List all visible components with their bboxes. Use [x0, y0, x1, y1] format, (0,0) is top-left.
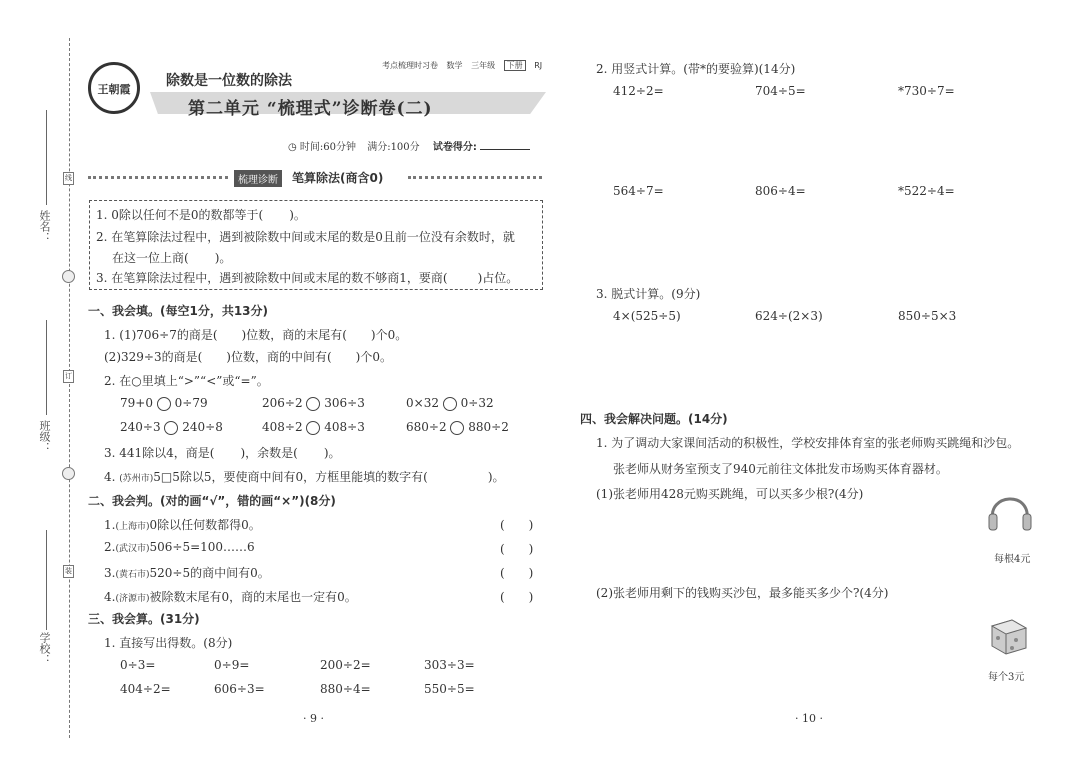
oral-calc-title: 1. 直接写出得数。(8分): [104, 636, 233, 650]
dotted-rule: [408, 176, 542, 179]
compare-left: 680÷2: [406, 420, 447, 434]
q1-part2: [104, 348, 392, 365]
oral-item: 550÷5=: [424, 682, 475, 696]
binding-fold-line: [69, 38, 70, 738]
judge-item: [104, 516, 261, 533]
compare-left: 0×32: [406, 396, 439, 410]
judge-text: 506÷5=100……6: [149, 540, 255, 554]
question-text: )，余数是(: [240, 446, 298, 460]
vertical-item: 704÷5=: [755, 84, 806, 98]
page-number-right: · 10 ·: [795, 712, 823, 725]
question-text: 5□5除以5，要使商中间有0，方框里能填的数字有(: [153, 470, 428, 484]
compare-circle[interactable]: [157, 397, 171, 411]
item-num: 1.: [104, 518, 116, 532]
judge-item: [104, 540, 255, 554]
item-num: 4.: [104, 590, 116, 604]
name-label: 姓名：: [38, 210, 51, 243]
judge-item: [104, 588, 357, 605]
judge-answer[interactable]: ( ): [500, 566, 534, 580]
margin-tab: 线: [63, 172, 74, 185]
review-item-end: )占位。: [477, 271, 519, 285]
judge-answer[interactable]: ( ): [500, 518, 534, 532]
compare-circle[interactable]: [306, 397, 320, 411]
clock-icon: ◷: [288, 142, 297, 153]
review-item-end: )。: [214, 251, 232, 265]
judge-text: 被除数末尾有0，商的末尾也一定有0。: [149, 590, 357, 604]
vertical-item: 564÷7=: [613, 184, 664, 198]
city-tag: (苏州市): [119, 474, 154, 484]
name-underline: [46, 110, 47, 205]
city-tag: (黄石市): [115, 570, 150, 580]
section-1-title: 一、我会填。(每空1分，共13分): [88, 304, 269, 318]
margin-tab: 订: [63, 370, 74, 383]
question-text: )位数，商的末尾有(: [241, 328, 347, 342]
problem-text: 张老师从财务室预支了940元前往文体批发市场购买体育器材。: [613, 462, 948, 476]
stepwise-item: 850÷5×3: [898, 309, 957, 323]
compare-circle[interactable]: [306, 421, 320, 435]
compare-circle[interactable]: [164, 421, 178, 435]
oral-item: 0÷9=: [214, 658, 250, 672]
score-label: 试卷得分:: [432, 142, 477, 153]
item-num: 2.: [104, 540, 116, 554]
city-tag: (上海市): [115, 522, 150, 532]
city-tag: (济源市): [115, 594, 150, 604]
class-label: 班级：: [38, 420, 51, 453]
question-text: )个0。: [355, 350, 392, 364]
q2-text: 2. 在○里填上“>”“<”或“=”。: [104, 374, 269, 388]
exam-full-score: 满分:100分: [367, 142, 420, 153]
question-text: 1. (1)706÷7的商是(: [104, 328, 218, 342]
review-item-end: )。: [289, 208, 306, 222]
vertical-item: *730÷7=: [898, 84, 955, 98]
compare-circle[interactable]: [450, 421, 464, 435]
stepwise-calc-title: 3. 脱式计算。(9分): [596, 287, 701, 301]
problem-text: 1. 为了调动大家课间活动的积极性，学校安排体育室的张老师购买跳绳和沙包。: [596, 436, 1020, 450]
exam-meta: [288, 138, 530, 153]
exam-time: 时间:60分钟: [299, 142, 357, 153]
compare-item: [262, 420, 365, 435]
review-item: [96, 269, 518, 286]
q4: 4. (苏州市)5□5除以5，要使商中间有0，方框里能填的数字有( )。: [104, 470, 505, 484]
q3: [104, 444, 341, 461]
score-field[interactable]: [480, 149, 530, 150]
class-underline: [46, 320, 47, 415]
margin-tab: 装: [63, 565, 74, 578]
stepwise-item: 4×(525÷5): [613, 309, 681, 323]
compare-item: [120, 396, 208, 411]
sub-question-1: (1)张老师用428元购买跳绳，可以买多少根?(4分): [596, 487, 864, 501]
logo-text: 王朝霞: [97, 83, 131, 96]
series-name: 考点梳理时习卷: [382, 61, 438, 70]
vertical-item: 412÷2=: [613, 84, 664, 98]
vertical-item: *522÷4=: [898, 184, 955, 198]
judge-text: 0除以任何数都得0。: [149, 518, 261, 532]
review-tag: 梳理诊断: [234, 170, 282, 187]
review-item-text: 2. 在笔算除法过程中，遇到被除数中间或末尾的数是0且前一位没有余数时，就: [96, 230, 515, 244]
question-text: )。: [487, 470, 505, 484]
question-text: )位数，商的中间有(: [226, 350, 332, 364]
vertical-calc-title: 2. 用竖式计算。(带*的要验算)(14分): [596, 62, 796, 76]
compare-item: [406, 420, 509, 435]
grade: 三年级: [471, 61, 496, 70]
series-info: [382, 60, 542, 71]
binding-hole: [62, 270, 75, 283]
section-4-title: 四、我会解决问题。(14分): [580, 412, 728, 426]
question-text: (2)329÷3的商是(: [104, 350, 203, 364]
oral-item: 200÷2=: [320, 658, 371, 672]
oral-item: 303÷3=: [424, 658, 475, 672]
judge-text: 520÷5的商中间有0。: [149, 566, 270, 580]
judge-answer[interactable]: ( ): [500, 590, 534, 604]
compare-left: 240÷3: [120, 420, 161, 434]
review-item: [96, 206, 306, 223]
compare-right: 0÷79: [174, 396, 208, 410]
section-3-title: 三、我会算。(31分): [88, 612, 200, 626]
vertical-item: 806÷4=: [755, 184, 806, 198]
compare-right: 0÷32: [460, 396, 494, 410]
rope-price: 每根4元: [994, 554, 1031, 565]
dotted-rule: [88, 176, 228, 179]
unit-topic: 除数是一位数的除法: [166, 73, 292, 89]
compare-left: 206÷2: [262, 396, 303, 410]
page-number-left: · 9 ·: [303, 712, 324, 725]
sandbag-icon: [986, 614, 1030, 656]
section-2-title: 二、我会判。(对的画“√”，错的画“×”)(8分): [88, 494, 336, 508]
question-text: 3. 441除以4，商是(: [104, 446, 215, 460]
sandbag-price: 每个3元: [988, 672, 1025, 683]
review-item: [112, 249, 231, 266]
compare-right: 306÷3: [324, 396, 365, 410]
compare-item: [406, 396, 494, 411]
compare-right: 240÷8: [182, 420, 223, 434]
oral-item: 404÷2=: [120, 682, 171, 696]
compare-item: [262, 396, 365, 411]
sub-question-2: (2)张老师用剩下的钱购买沙包，最多能买多少个?(4分): [596, 586, 889, 600]
stepwise-item: 624÷(2×3): [755, 309, 823, 323]
oral-item: 0÷3=: [120, 658, 156, 672]
subject: 数学: [446, 61, 463, 70]
judge-item: [104, 564, 270, 581]
review-title-row: [88, 170, 542, 184]
compare-left: 79+0: [120, 396, 153, 410]
school-label: 学校：: [38, 632, 51, 665]
school-underline: [46, 530, 47, 630]
page-title: 第二单元 “梳理式”诊断卷(二): [188, 99, 433, 119]
item-num: 3.: [104, 566, 116, 580]
volume: 下册: [504, 60, 526, 71]
question-text: )。: [323, 446, 341, 460]
review-item-text: 1. 0除以任何不是0的数都等于(: [96, 208, 264, 222]
question-text: )个0。: [370, 328, 408, 342]
city-tag: (武汉市): [115, 544, 150, 554]
judge-answer[interactable]: ( ): [500, 542, 534, 556]
compare-right: 880÷2: [468, 420, 509, 434]
binding-hole: [62, 467, 75, 480]
oral-item: 606÷3=: [214, 682, 265, 696]
compare-item: [120, 420, 223, 435]
oral-item: 880÷4=: [320, 682, 371, 696]
review-item-text: 3. 在笔算除法过程中，遇到被除数中间或末尾的数不够商1，要商(: [96, 271, 448, 285]
jump-rope-icon: [985, 484, 1035, 532]
edition: RJ: [534, 61, 543, 70]
compare-right: 408÷3: [324, 420, 365, 434]
compare-circle[interactable]: [443, 397, 457, 411]
compare-left: 408÷2: [262, 420, 303, 434]
q1-part1: [104, 326, 407, 343]
brand-logo: [88, 62, 140, 114]
review-item-text: 在这一位上商(: [112, 251, 189, 265]
review-heading: 笔算除法(商含0): [292, 171, 384, 185]
